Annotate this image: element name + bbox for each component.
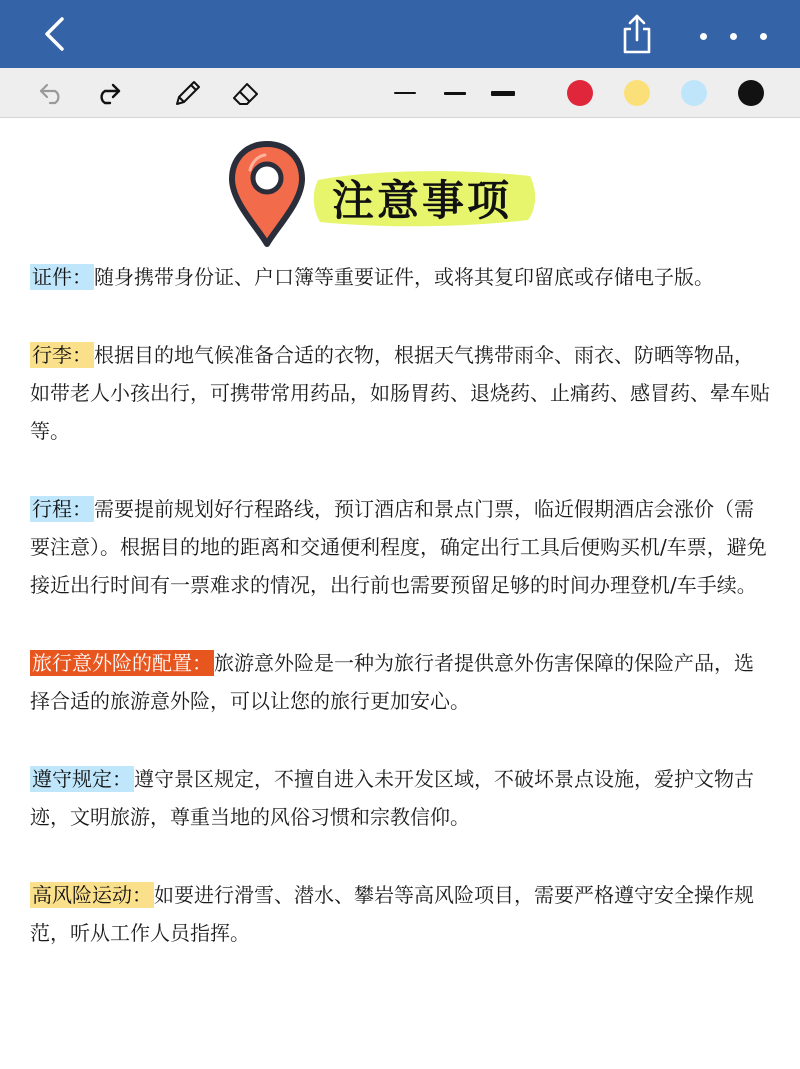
- top-nav-bar: [0, 0, 800, 68]
- note-section-luggage: [30, 336, 772, 450]
- drawing-toolbar: [0, 68, 800, 118]
- section-text: 遵守景区规定，不擅自进入未开发区域，不破坏景点设施，爱护文物古迹，文明旅游，尊重当地的风俗习惯和宗教信仰。: [30, 767, 754, 829]
- note-section-documents: [30, 258, 772, 296]
- stroke-medium-button[interactable]: [438, 82, 472, 104]
- back-button[interactable]: [32, 12, 76, 56]
- section-text: 根据目的地气候准备合适的衣物，根据天气携带雨伞、雨衣、防晒等物品，如带老人小孩出行，可携带常用药品，如肠胃药、退烧药、止痛药、感冒药、晕车贴等。: [30, 343, 770, 443]
- stroke-thin-button[interactable]: [388, 82, 422, 104]
- redo-icon: [94, 81, 122, 105]
- pencil-icon: [173, 78, 203, 108]
- eraser-icon: [230, 78, 262, 108]
- section-text: 随身携带身份证、户口簿等重要证件，或将其复印留底或存储电子版。: [94, 265, 714, 289]
- note-section-rules: [30, 760, 772, 836]
- note-section-itinerary: [30, 490, 772, 604]
- section-label: 行程：: [32, 497, 92, 521]
- section-label: 高风险运动：: [32, 883, 152, 907]
- section-text: 旅游意外险是一种为旅行者提供意外伤害保障的保险产品，选择合适的旅游意外险，可以让您的旅行更加安心。: [30, 651, 754, 713]
- page-title: 注意事项: [332, 176, 513, 225]
- color-swatch-red[interactable]: [567, 80, 593, 106]
- chevron-left-icon: [42, 16, 66, 52]
- more-options-button[interactable]: [688, 18, 778, 54]
- section-label: 旅行意外险的配置：: [32, 651, 212, 675]
- section-label: 证件：: [32, 265, 92, 289]
- pencil-tool-button[interactable]: [170, 76, 206, 110]
- notes-content: [30, 258, 772, 992]
- section-text: 如要进行滑雪、潜水、攀岩等高风险项目，需要严格遵守安全操作规范，听从工作人员指挥。: [30, 883, 754, 945]
- page-header: [228, 140, 548, 250]
- color-swatch-yellow[interactable]: [624, 80, 650, 106]
- section-text: 需要提前规划好行程路线，预订酒店和景点门票，临近假期酒店会涨价（需要注意）。根据目的地的距离和交通便利程度，确定出行工具后便购买机/车票，避免接近出行时间有一票难求的情况，出行前也需要预留足够的时间办理登机/车手续。: [30, 497, 767, 597]
- eraser-tool-button[interactable]: [228, 76, 264, 110]
- undo-icon: [38, 81, 66, 105]
- section-label: 遵守规定：: [32, 767, 132, 791]
- more-dot: [730, 33, 737, 40]
- undo-button[interactable]: [34, 76, 70, 110]
- more-dot: [760, 33, 767, 40]
- share-icon: [620, 13, 654, 55]
- color-swatch-lightblue[interactable]: [681, 80, 707, 106]
- color-swatch-black[interactable]: [738, 80, 764, 106]
- stroke-thick-button[interactable]: [486, 82, 520, 104]
- location-pin-icon: [228, 140, 306, 248]
- section-label: 行李：: [32, 343, 92, 367]
- note-section-insurance: [30, 644, 772, 720]
- redo-button[interactable]: [90, 76, 126, 110]
- more-dot: [700, 33, 707, 40]
- share-button[interactable]: [614, 10, 660, 58]
- note-section-high-risk-sports: [30, 876, 772, 952]
